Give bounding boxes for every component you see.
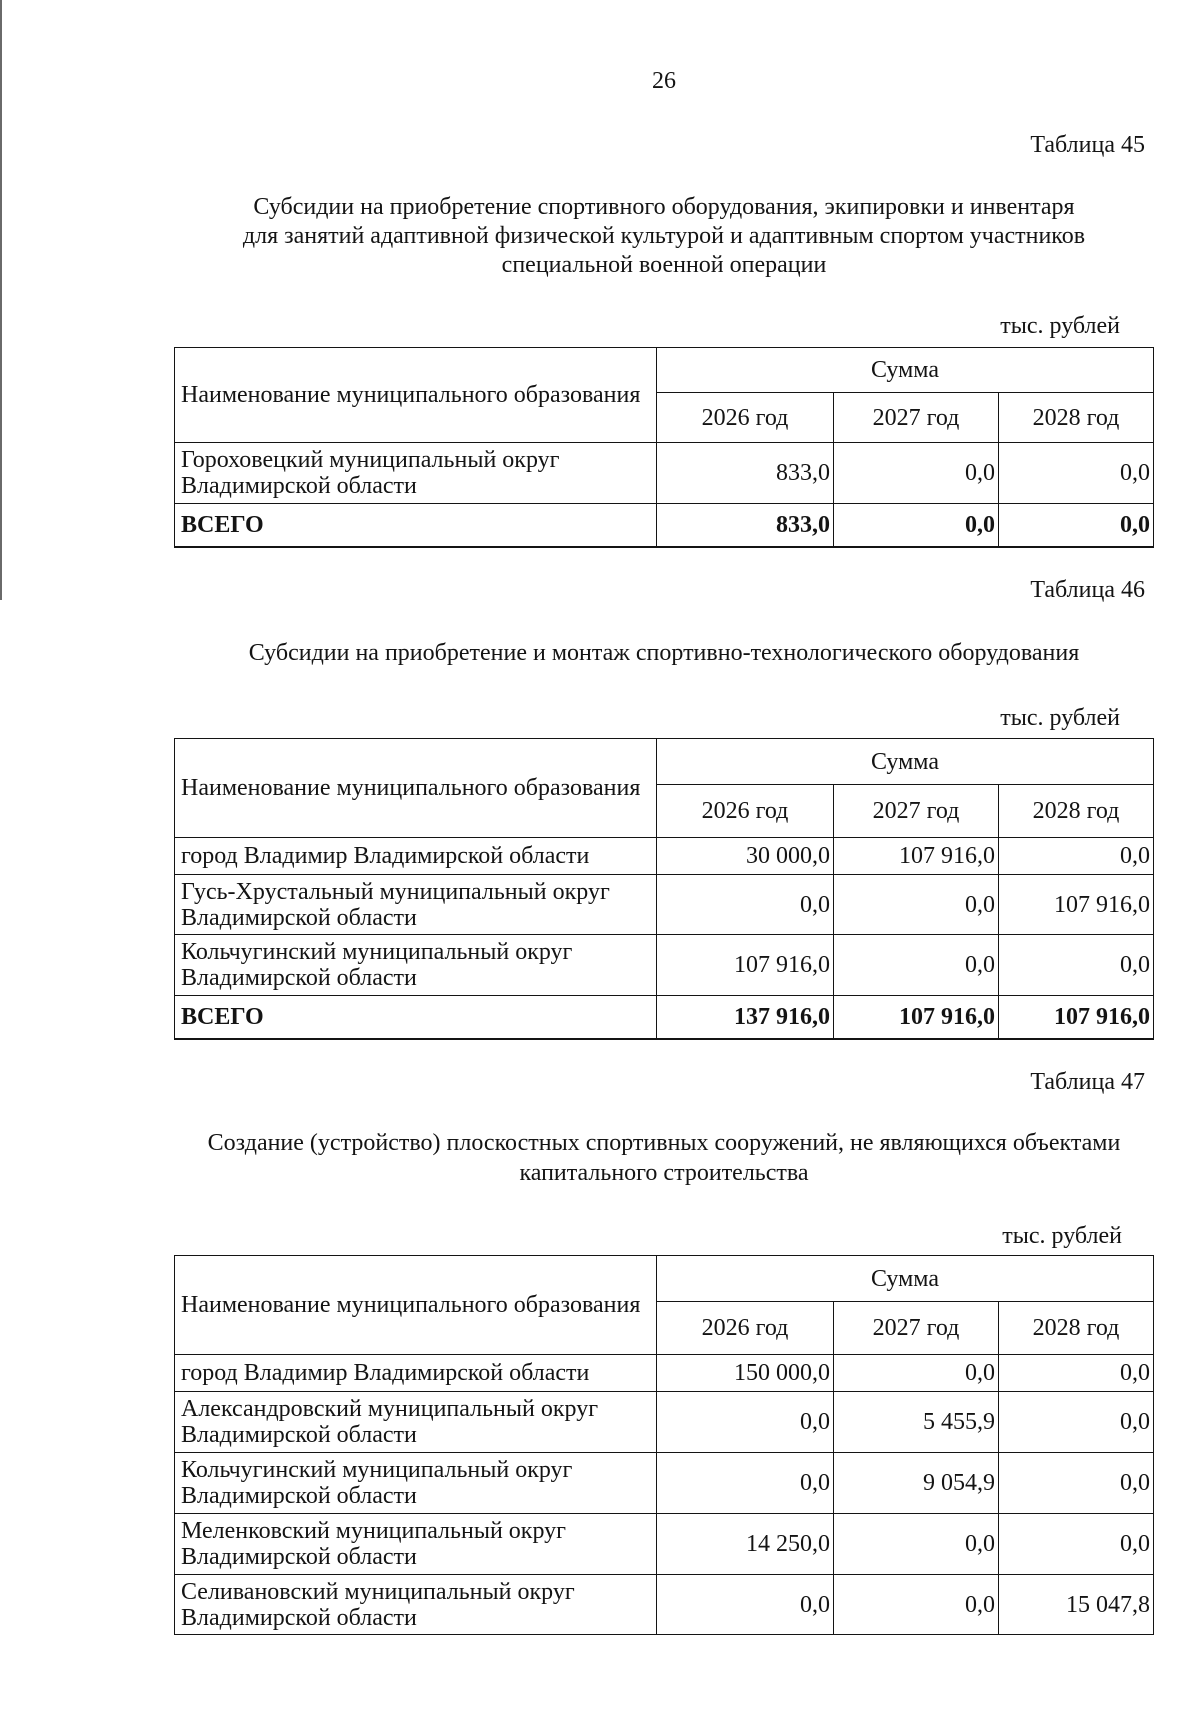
subsidy-table <box>174 738 1153 1040</box>
row-name <box>175 1575 657 1635</box>
value-cell: 0,0 <box>999 1453 1154 1514</box>
row-name-line: Александровский муниципальный округ <box>181 1396 599 1422</box>
table-row <box>175 935 1154 996</box>
total-value: 137 916,0 <box>657 996 834 1039</box>
value-cell: 107 916,0 <box>834 838 999 875</box>
table-title-line: специальной военной операции <box>501 252 827 278</box>
table-row <box>175 443 1154 504</box>
row-name-line: Меленковский муниципальный округ <box>181 1518 566 1544</box>
header-sum: Сумма <box>657 1256 1154 1302</box>
header-row <box>175 348 1154 393</box>
row-name-line: Владимирской области <box>181 473 417 499</box>
row-name <box>175 838 657 875</box>
header-year: 2026 год <box>657 393 834 443</box>
value-cell: 14 250,0 <box>657 1514 834 1575</box>
value-cell: 0,0 <box>999 1514 1154 1575</box>
value-cell: 15 047,8 <box>999 1575 1154 1635</box>
row-name <box>175 1514 657 1575</box>
row-name-line: Владимирской области <box>181 965 417 991</box>
table-title <box>124 639 1200 668</box>
scan-edge-line <box>0 0 2 600</box>
table-title-line: для занятий адаптивной физической культурой и адаптивным спортом участников <box>242 223 1086 249</box>
table-label: Таблица 46 <box>1030 577 1145 603</box>
header-year: 2028 год <box>999 393 1154 443</box>
header-name: Наименование муниципального образования <box>175 1256 657 1355</box>
header-year: 2027 год <box>834 1302 999 1355</box>
unit-label: тыс. рублей <box>1000 313 1120 339</box>
row-name-line: Владимирской области <box>181 1604 417 1631</box>
total-row <box>175 504 1154 547</box>
value-cell: 150 000,0 <box>657 1355 834 1392</box>
total-value: 833,0 <box>657 504 834 547</box>
table-row <box>175 875 1154 935</box>
row-name <box>175 875 657 935</box>
table-row <box>175 1575 1154 1635</box>
header-row <box>175 739 1154 785</box>
value-cell: 0,0 <box>999 935 1154 996</box>
table-row <box>175 1453 1154 1514</box>
unit-label: тыс. рублей <box>1002 1223 1122 1249</box>
row-name-line: Селивановский муниципальный округ <box>181 1578 575 1605</box>
value-cell: 0,0 <box>657 1575 834 1635</box>
subsidy-table <box>174 347 1153 548</box>
header-sum: Сумма <box>657 739 1154 785</box>
table-title-line: Субсидии на приобретение спортивного оборудования, экипировки и инвентаря <box>253 194 1075 220</box>
value-cell: 0,0 <box>834 443 999 504</box>
row-name-line: Гороховецкий муниципальный округ <box>181 447 560 473</box>
total-label: ВСЕГО <box>175 996 657 1039</box>
table-title-line: капитального строительства <box>519 1160 809 1186</box>
row-name-line: Владимирской области <box>181 1544 417 1570</box>
header-year: 2028 год <box>999 785 1154 838</box>
value-cell: 5 455,9 <box>834 1392 999 1453</box>
total-value: 107 916,0 <box>999 996 1154 1039</box>
value-cell: 0,0 <box>999 1355 1154 1392</box>
table-row <box>175 1392 1154 1453</box>
subsidy-table <box>174 1255 1153 1635</box>
value-cell: 0,0 <box>834 1355 999 1392</box>
value-cell: 833,0 <box>657 443 834 504</box>
total-label: ВСЕГО <box>175 504 657 547</box>
row-name-line: город Владимир Владимирской области <box>181 1360 590 1386</box>
table-row <box>175 1355 1154 1392</box>
value-cell: 0,0 <box>657 1453 834 1514</box>
value-cell: 0,0 <box>999 443 1154 504</box>
header-year: 2027 год <box>834 393 999 443</box>
row-name-line: Кольчугинский муниципальный округ <box>181 1457 573 1483</box>
row-name <box>175 443 657 504</box>
total-row <box>175 996 1154 1039</box>
value-cell: 0,0 <box>657 1392 834 1453</box>
value-cell: 107 916,0 <box>657 935 834 996</box>
row-name-line: Владимирской области <box>181 1422 417 1448</box>
total-value: 0,0 <box>834 504 999 547</box>
table-title <box>124 193 1200 280</box>
header-name: Наименование муниципального образования <box>175 348 657 443</box>
value-cell: 0,0 <box>834 1514 999 1575</box>
table-title-line: Субсидии на приобретение и монтаж спортивно-технологического оборудования <box>248 640 1080 666</box>
value-cell: 107 916,0 <box>999 875 1154 935</box>
row-name-line: Владимирской области <box>181 904 417 931</box>
table-title <box>124 1128 1200 1188</box>
header-year: 2026 год <box>657 785 834 838</box>
total-value: 0,0 <box>999 504 1154 547</box>
page-number: 26 <box>652 68 676 94</box>
row-name <box>175 935 657 996</box>
unit-label: тыс. рублей <box>1000 705 1120 731</box>
header-row <box>175 1256 1154 1302</box>
header-year: 2026 год <box>657 1302 834 1355</box>
row-name-line: Владимирской области <box>181 1483 417 1509</box>
table-label: Таблица 45 <box>1030 132 1145 158</box>
row-name <box>175 1392 657 1453</box>
value-cell: 0,0 <box>999 838 1154 875</box>
value-cell: 0,0 <box>834 875 999 935</box>
value-cell: 30 000,0 <box>657 838 834 875</box>
value-cell: 0,0 <box>834 1575 999 1635</box>
table-title-line: Создание (устройство) плоскостных спортивных сооружений, не являющихся объектами <box>207 1130 1121 1156</box>
row-name <box>175 1453 657 1514</box>
header-year: 2027 год <box>834 785 999 838</box>
header-name: Наименование муниципального образования <box>175 739 657 838</box>
row-name-line: город Владимир Владимирской области <box>181 843 590 869</box>
total-value: 107 916,0 <box>834 996 999 1039</box>
table-label: Таблица 47 <box>1030 1069 1145 1095</box>
value-cell: 0,0 <box>999 1392 1154 1453</box>
row-name-line: Гусь-Хрустальный муниципальный округ <box>181 878 610 905</box>
value-cell: 0,0 <box>834 935 999 996</box>
value-cell: 9 054,9 <box>834 1453 999 1514</box>
table-row <box>175 1514 1154 1575</box>
value-cell: 0,0 <box>657 875 834 935</box>
header-sum: Сумма <box>657 348 1154 393</box>
table-row <box>175 838 1154 875</box>
row-name <box>175 1355 657 1392</box>
row-name-line: Кольчугинский муниципальный округ <box>181 939 573 965</box>
header-year: 2028 год <box>999 1302 1154 1355</box>
